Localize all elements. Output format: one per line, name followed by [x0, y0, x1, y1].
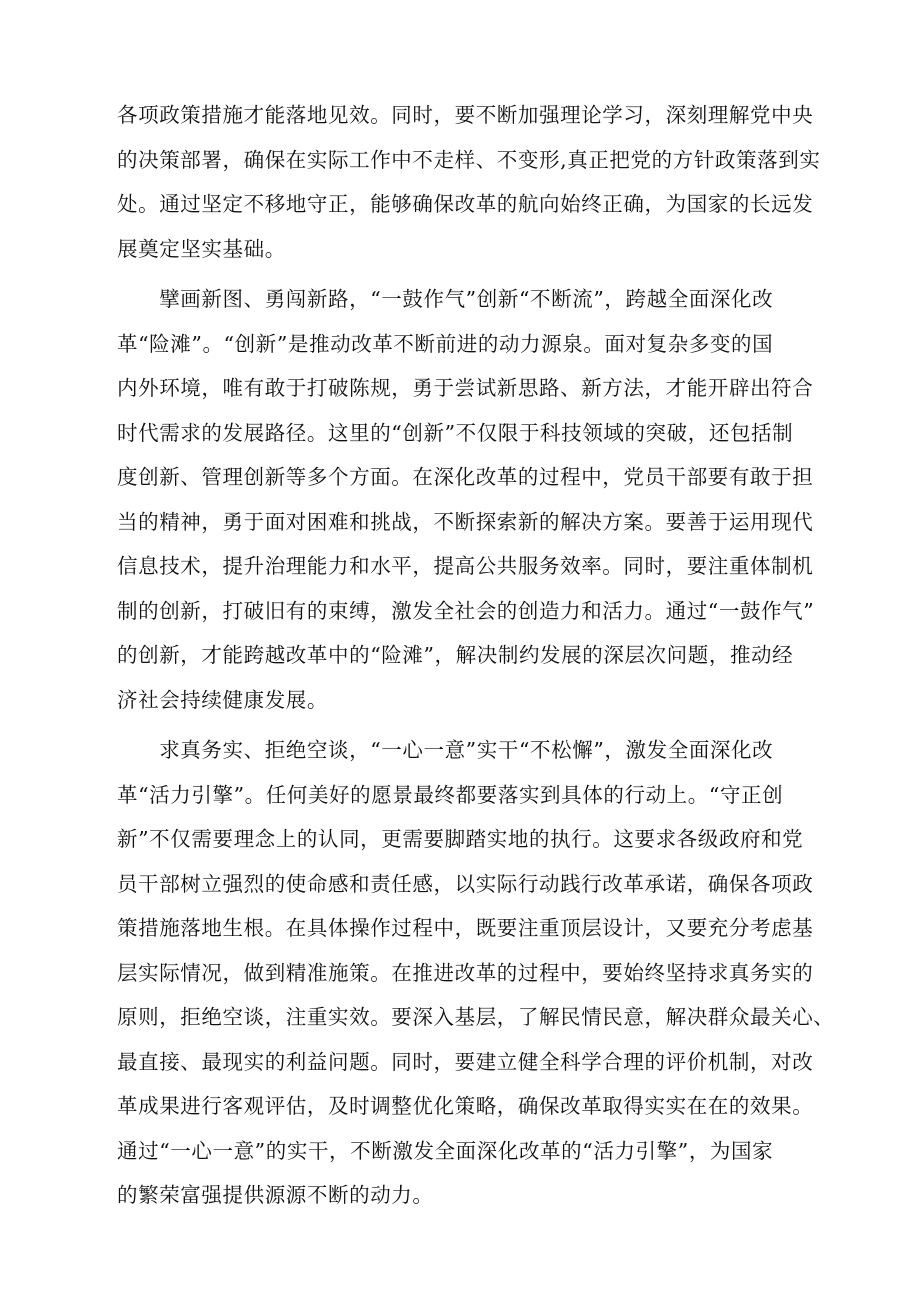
text-line: 擘画新图、勇闯新路，“一鼓作气”创新“不断流”，跨越全面深化改 [117, 287, 774, 311]
text-line: 度创新、管理创新等多个方面。在深化改革的过程中，党员干部要有敢于担 [117, 465, 814, 489]
text-line: 策措施落地生根。在具体操作过程中，既要注重顶层设计，又要充分考虑基 [117, 916, 814, 940]
text-line: 革“活力引擎”。任何美好的愿景最终都要落实到具体的行动上。“守正创 [117, 782, 784, 807]
paragraph-1 [117, 93, 832, 271]
text-line: 革成果进行客观评估，及时调整优化策略，确保改革取得实实在在的效果。 [117, 1094, 814, 1118]
text-line: 信息技术，提升治理能力和水平，提高公共服务效率。同时，要注重体制机 [117, 554, 814, 578]
text-line: 各项政策措施才能落地见效。同时，要不断加强理论学习，深刻理解党中央 [117, 103, 814, 127]
text-line: 展奠定坚实基础。 [117, 236, 286, 261]
paragraph-2 [117, 277, 832, 722]
text-line: 的决策部署，确保在实际工作中不走样、不变形,真正把党的方针政策落到实 [117, 147, 821, 172]
text-line: 处。通过坚定不移地守正，能够确保改革的航向始终正确，为国家的长远发 [117, 192, 814, 216]
text-line: 原则，拒绝空谈，注重实效。要深入基层，了解民情民意，解决群众最关心、 [117, 1005, 835, 1029]
text-line: 时代需求的发展路径。这里的“创新”不仅限于科技领域的突破，还包括制 [117, 420, 794, 445]
text-line: 济社会持续健康发展。 [117, 687, 328, 712]
text-line: 新”不仅需要理念上的认同，更需要脚踏实地的执行。这要求各级政府和党 [117, 827, 804, 851]
text-line: 求真务实、拒绝空谈，“一心一意”实干“不松懈”，激发全面深化改 [117, 738, 774, 762]
text-line: 层实际情况，做到精准施策。在推进改革的过程中，要始终坚持求真务实的 [117, 960, 814, 985]
text-line: 通过“一心一意”的实干，不断激发全面深化改革的“活力引擎”，为国家 [117, 1138, 774, 1163]
text-line: 当的精神，勇于面对困难和挑战，不断探索新的解决方案。要善于运用现代 [117, 509, 814, 534]
text-line: 内外环境，唯有敢于打破陈规，勇于尝试新思路、新方法，才能开辟出符合 [117, 376, 814, 400]
text-line: 员干部树立强烈的使命感和责任感，以实际行动践行改革承诺，确保各项政 [117, 871, 814, 896]
text-line: 最直接、最现实的利益问题。同时，要建立健全科学合理的评价机制，对改 [117, 1049, 814, 1074]
text-line: 革“险滩”。“创新”是推动改革不断前进的动力源泉。面对复杂多变的国 [117, 331, 774, 356]
text-line: 制的创新，打破旧有的束缚，激发全社会的创造力和活力。通过“一鼓作气” [117, 598, 815, 623]
body-text [117, 93, 835, 1218]
text-line: 的创新，才能跨越改革中的“险滩”，解决制约发展的深层次问题，推动经 [117, 643, 794, 667]
text-line: 的繁荣富强提供源源不断的动力。 [117, 1183, 434, 1207]
paragraph-3 [117, 728, 835, 1218]
